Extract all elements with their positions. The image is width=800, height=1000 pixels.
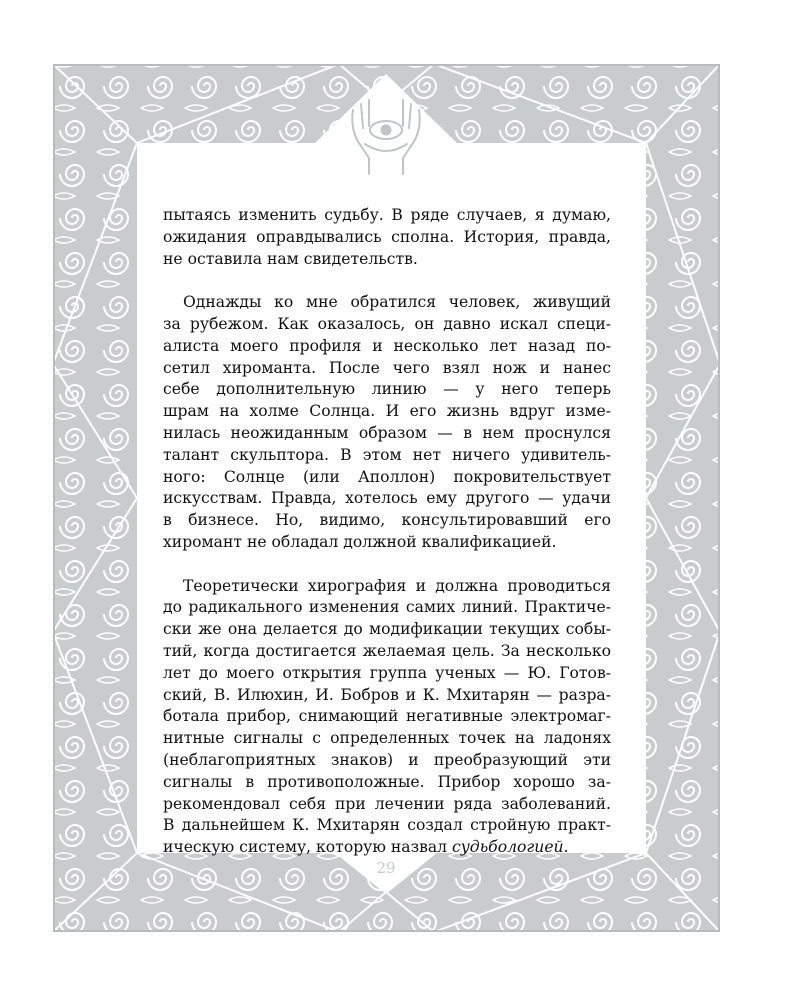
text-line: ного: Солнце (или Аполлон) покровительствует: [163, 467, 611, 486]
text-line: не оставила нам свидетельств.: [163, 249, 418, 268]
text-line: Теоретически хирография и должна проводиться: [183, 576, 611, 595]
text-segment: .: [563, 838, 569, 857]
text-line: за рубежом. Как оказалось, он давно искал специ-: [163, 314, 611, 333]
text-segment: ическую систему, которую назвал: [163, 838, 453, 857]
text-line: тий, когда достигается желаемая цель. За несколько: [163, 641, 611, 660]
body-text: [163, 205, 611, 859]
paragraph-2: [163, 292, 611, 554]
text-line: шрам на холме Солнца. И его жизнь вдруг изме-: [163, 402, 611, 421]
text-line: талант скульптора. В этом нет ничего удивитель-: [163, 445, 611, 464]
text-line: В дальнейшем К. Мхитарян создал стройную практ-: [163, 816, 611, 835]
text-line: хиромант не обладал должной квалификацией.: [163, 532, 557, 551]
text-line: ски же она делается до модификации текущих собы-: [163, 620, 611, 639]
text-line: ботала прибор, снимающий негативные электромаг-: [163, 707, 611, 726]
text-line: пытаясь изменить судьбу. В ряде случаев, я думаю,: [163, 206, 611, 224]
text-line: до радикального изменения самих линий. Практиче-: [163, 598, 611, 617]
text-line: ожидания оправдывались сполна. История, правда,: [163, 227, 611, 246]
text-line: себе дополнительную линию — у него теперь: [163, 380, 611, 399]
text-line: ский, В. Илюхин, И. Бобров и К. Мхитарян — разра-: [163, 685, 611, 704]
text-line: лет до моего открытия группа ученых — Ю. Готов-: [163, 663, 611, 682]
italic-term: судьбологией: [452, 838, 564, 857]
text-line: Однажды ко мне обратился человек, живущий: [183, 293, 611, 312]
text-line: сетил хироманта. После чего взял нож и нанес: [163, 358, 611, 377]
text-line: нилась неожиданным образом — в нем проснулся: [163, 423, 611, 442]
text-line: нитные сигналы с определенных точек на ладонях: [163, 729, 611, 748]
paragraph-3: [163, 576, 611, 859]
text-line: искусствам. Правда, хотелось ему другого — удачи: [163, 489, 611, 508]
text-line: (неблагоприятных знаков) и преобразующий эти: [163, 750, 611, 769]
hands-with-eye-icon: [335, 88, 437, 178]
text-line: сигналы в противоположные. Прибор хорошо за-: [163, 772, 611, 791]
paragraph-1: [163, 205, 611, 270]
text-line: рекомендовал себя при лечении ряда заболеваний.: [163, 794, 611, 813]
text-line: алиста моего профиля и несколько лет назад по-: [163, 336, 611, 355]
page-number: 29: [376, 859, 396, 877]
text-line: в бизнесе. Но, видимо, консультировавший его: [163, 511, 611, 530]
